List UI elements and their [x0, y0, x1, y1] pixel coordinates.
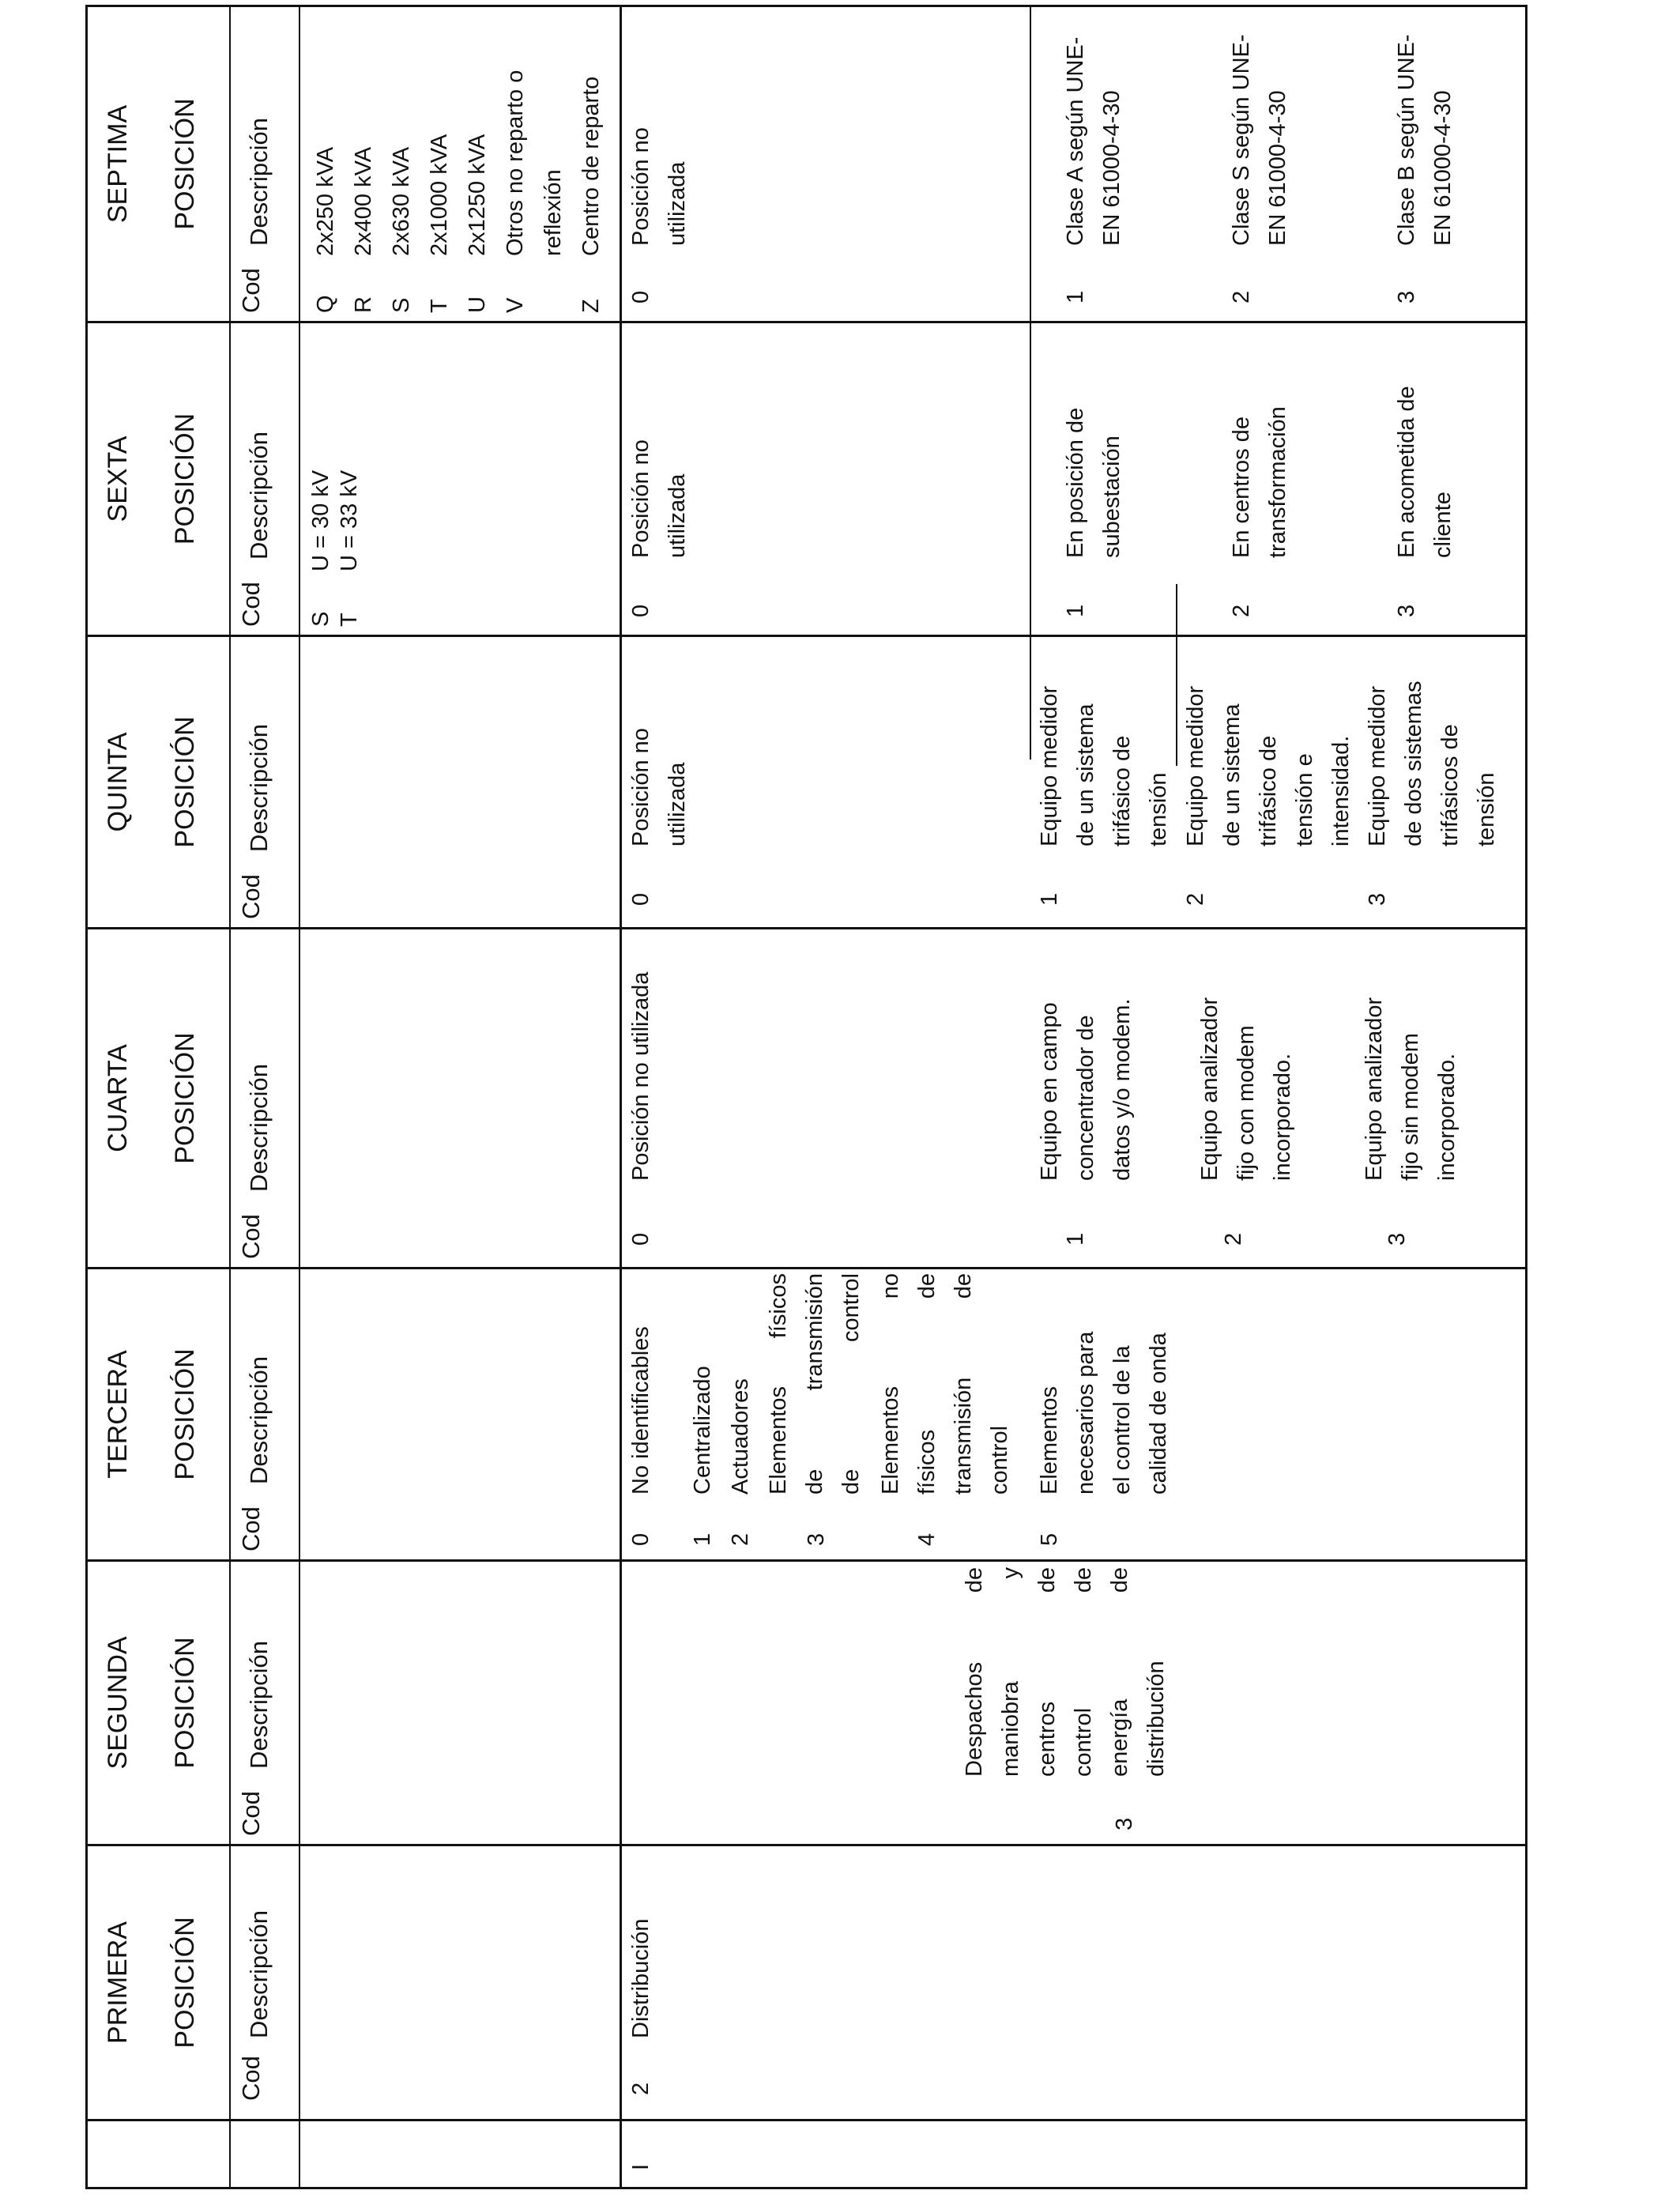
col-divider-5: [85, 635, 1527, 637]
tercera-code-0: 0: [628, 1532, 654, 1546]
tercera-code-2: 2: [728, 1532, 753, 1546]
subheader-quinta-cod: Cod: [237, 874, 265, 919]
row-label: I: [628, 2163, 654, 2170]
header-cuarta-subtitle: POSICIÓN: [170, 1032, 200, 1164]
septima-code-2: 2: [1229, 290, 1254, 303]
tercera-desc-4: Elementos no físicos de transmisión de control: [878, 1273, 1012, 1495]
sexta-code-3: 3: [1394, 604, 1419, 617]
header-quinta-title: QUINTA: [103, 732, 133, 832]
subheader-quinta-desc: Descripción: [245, 724, 273, 852]
septima-rating-desc: 2x250 kVA 2x400 kVA 2x630 kVA 2x1000 kVA 2x1250 kVA Otros no reparto o reflexión Centro de reparto: [313, 70, 604, 256]
subheader-tercera-cod: Cod: [237, 1506, 265, 1551]
tercera-desc-0: No identificables: [628, 1326, 654, 1495]
subheader-sexta-desc: Descripción: [245, 432, 273, 560]
table-left-border: [85, 2187, 1527, 2189]
header-tercera-title: TERCERA: [103, 1350, 133, 1479]
header-sexta-subtitle: POSICIÓN: [170, 413, 200, 545]
cuarta-desc-2: Equipo analizador fijo con modem incorporado.: [1197, 997, 1295, 1181]
septima-desc-3: Clase B según UNE- EN 61000-4-30: [1394, 34, 1456, 246]
sexta-code-0: 0: [628, 604, 654, 617]
header-bottom-line: [229, 5, 231, 2189]
header-primera-title: PRIMERA: [103, 1921, 133, 2044]
septima-desc-1: Clase A según UNE- EN 61000-4-30: [1063, 36, 1124, 246]
tercera-desc-5: Elementos necesarios para el control de la calidad de onda: [1037, 1331, 1171, 1495]
sexta-voltage-codes: S T: [308, 611, 362, 627]
sexta-desc-3: En acometida de cliente: [1394, 386, 1456, 558]
quinta-code-2: 2: [1183, 892, 1208, 906]
tercera-desc-3: Elementos físicos de transmisión de control: [766, 1273, 864, 1495]
septima-code-3: 3: [1394, 290, 1419, 303]
sexta-desc-0: Posición no utilizada: [628, 439, 690, 558]
cuarta-desc-3: Equipo analizador fijo sin modem incorporado.: [1362, 997, 1460, 1181]
header-tercera-subtitle: POSICIÓN: [170, 1348, 200, 1480]
quinta-code-0: 0: [628, 892, 654, 906]
sexta-code-2: 2: [1229, 604, 1254, 617]
septima-rating-codes: Q R S T U V Z: [313, 295, 604, 313]
tercera-desc-2: Actuadores: [728, 1378, 753, 1495]
cuarta-code-1: 1: [1063, 1232, 1088, 1246]
header-primera-subtitle: POSICIÓN: [170, 1917, 200, 2049]
subheader-segunda-desc: Descripción: [245, 1641, 273, 1769]
tercera-desc-1: Centralizado: [690, 1366, 715, 1495]
quinta-code-3: 3: [1365, 892, 1390, 906]
table-top-border: [85, 5, 88, 2189]
header-segunda-subtitle: POSICIÓN: [170, 1637, 200, 1769]
tercera-code-3: 3: [804, 1532, 829, 1546]
header-segunda-title: SEGUNDA: [103, 1636, 133, 1770]
cuarta-code-2: 2: [1221, 1232, 1246, 1246]
sexta-voltage-desc: U = 30 kV U = 33 kV: [308, 469, 362, 571]
cuarta-code-0: 0: [628, 1232, 654, 1246]
header-cuarta-title: CUARTA: [103, 1044, 133, 1152]
quinta-desc-2: Equipo medidor de un sistema trifásico de tensión e intensidad.: [1183, 685, 1354, 846]
septima-code-1: 1: [1063, 290, 1088, 303]
segunda-code: 3: [1112, 1817, 1137, 1830]
subheader-tercera-desc: Descripción: [245, 1356, 273, 1484]
subheader-sexta-cod: Cod: [237, 582, 265, 627]
septima-desc-2: Clase S según UNE- EN 61000-4-30: [1229, 34, 1290, 246]
subheader-septima-cod: Cod: [237, 268, 265, 313]
subheader-cuarta-desc: Descripción: [245, 1064, 273, 1192]
col-divider-2: [85, 1559, 1527, 1562]
header-septima-title: SEPTIMA: [103, 104, 133, 224]
quinta-desc-0: Posición no utilizada: [628, 728, 690, 846]
quinta-desc-1: Equipo medidor de un sistema trifásico de tensión: [1037, 685, 1171, 846]
sexta-desc-2: En centros de transformación: [1229, 406, 1290, 558]
table-bottom-border: [1525, 5, 1527, 2189]
col-divider-1: [85, 1844, 1527, 1846]
primera-code: 2: [628, 2082, 654, 2095]
cuarta-code-3: 3: [1384, 1232, 1410, 1246]
sexta-desc-1: En posición de subestación: [1063, 407, 1124, 558]
subheader-primera-desc: Descripción: [245, 1910, 273, 2038]
primera-desc: Distribución: [628, 1918, 654, 2038]
cuarta-desc-1: Equipo en campo concentrador de datos y/o modem.: [1037, 998, 1135, 1181]
subheader-bottom-line: [299, 5, 300, 2189]
col-divider-4: [85, 927, 1527, 929]
quinta-desc-3: Equipo medidor de dos sistemas trifásicos de tensión: [1365, 680, 1499, 846]
tercera-code-4: 4: [914, 1532, 940, 1546]
subheader-primera-cod: Cod: [237, 2056, 265, 2101]
table-right-border: [85, 5, 1527, 7]
quinta-code-1: 1: [1037, 892, 1062, 906]
header-quinta-subtitle: POSICIÓN: [170, 716, 200, 848]
col-divider-6: [85, 321, 1527, 323]
row-label-column-line: [85, 2119, 1527, 2121]
subheader-segunda-cod: Cod: [237, 1791, 265, 1836]
subheader-septima-desc: Descripción: [245, 118, 273, 246]
subheader-cuarta-cod: Cod: [237, 1214, 265, 1259]
tercera-code-1: 1: [690, 1532, 715, 1546]
header-sexta-title: SEXTA: [103, 435, 133, 522]
septima-code-0: 0: [628, 290, 654, 303]
col-divider-3: [85, 1267, 1527, 1269]
septima-desc-0: Posición no utilizada: [628, 127, 690, 246]
header-septima-subtitle: POSICIÓN: [170, 98, 200, 230]
tercera-code-5: 5: [1037, 1532, 1062, 1546]
sexta-code-1: 1: [1063, 604, 1088, 617]
cuarta-desc-0: Posición no utilizada: [628, 971, 654, 1181]
upper-section-line: [620, 5, 622, 2189]
segunda-desc: Despachos de maniobra y centros de control de energía de distribución: [962, 1567, 1169, 1777]
